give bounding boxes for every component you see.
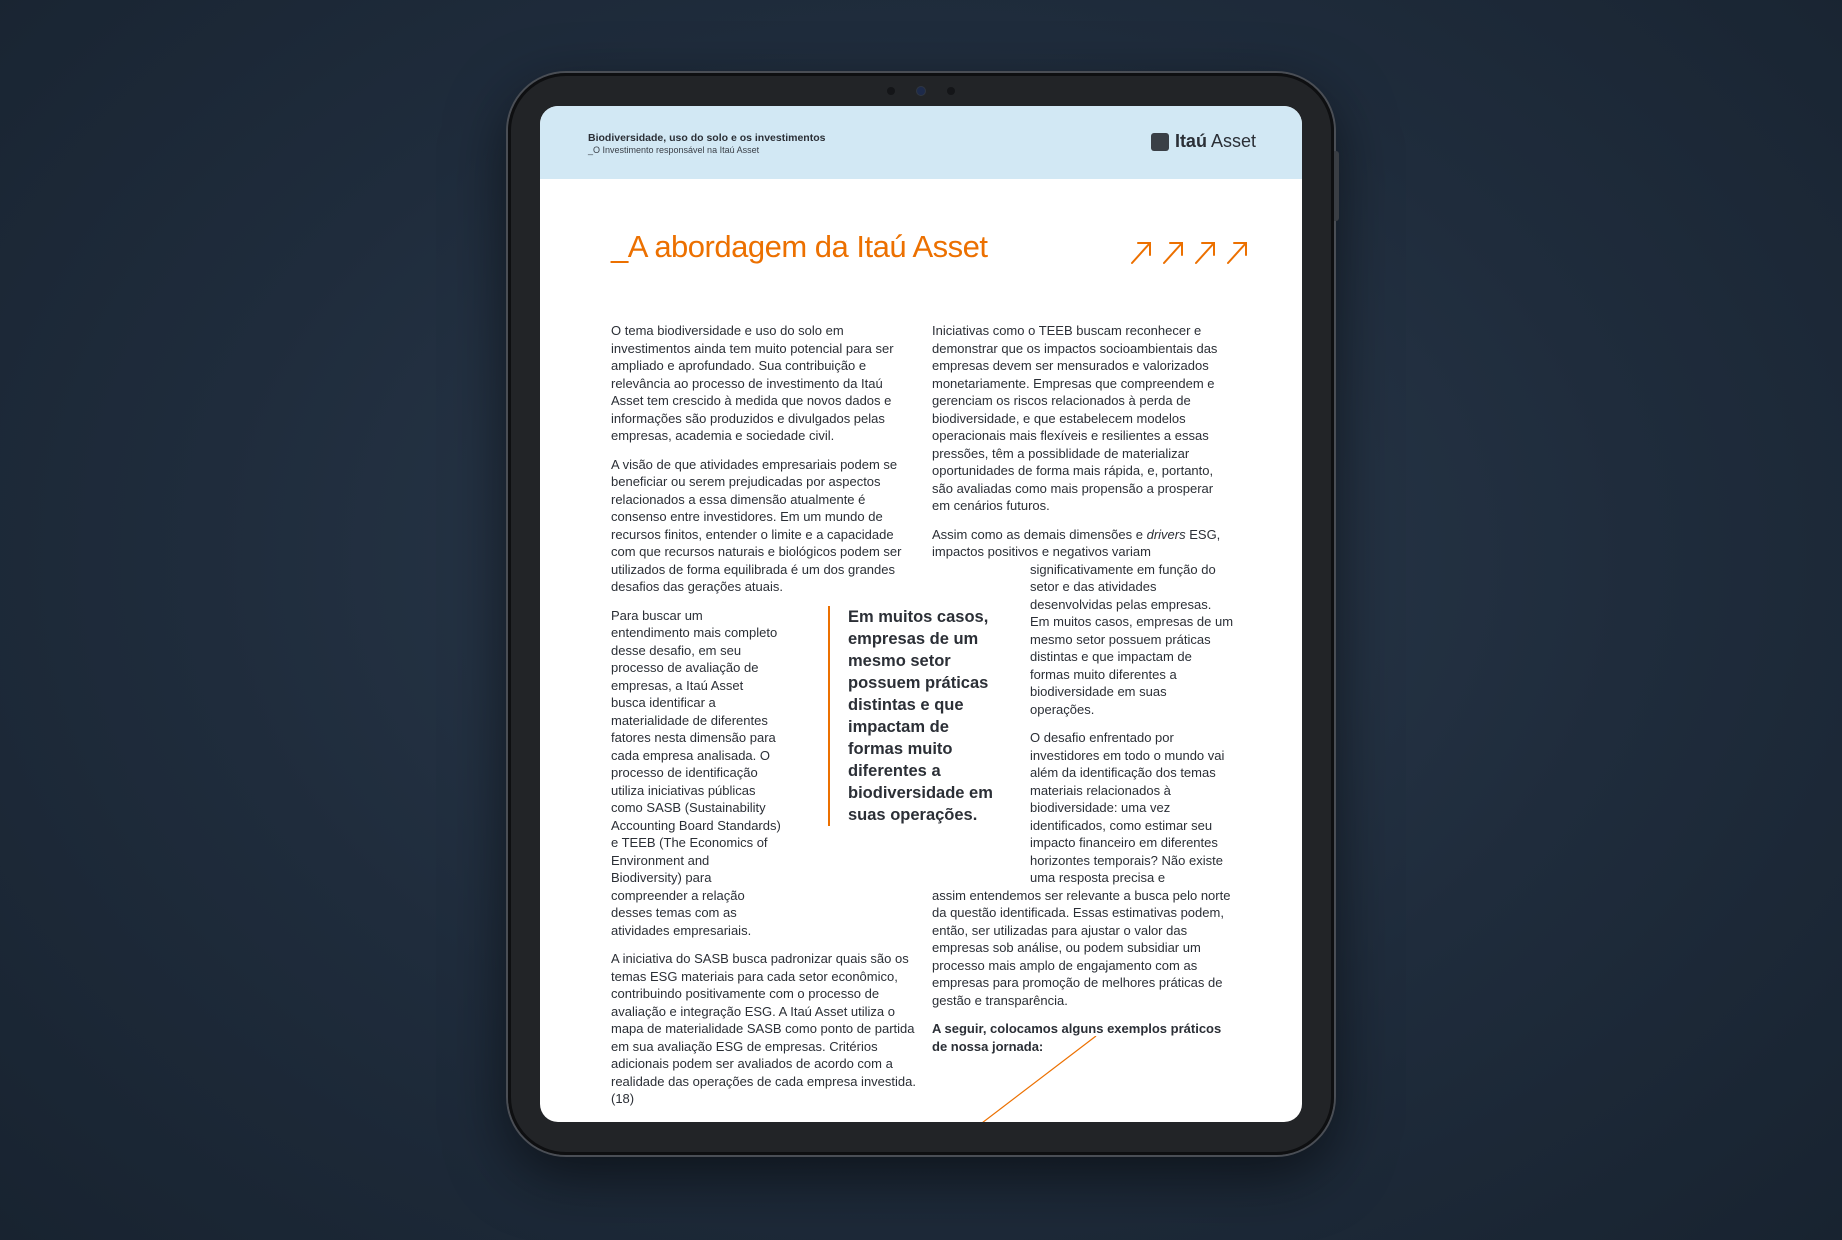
document-screen (540, 106, 1302, 1122)
header-title: Biodiversidade, uso do solo e os investimentos (588, 132, 826, 144)
paragraph-bold: A seguir, colocamos alguns exemplos práticos de nossa jornada: (932, 1021, 1222, 1054)
paragraph: Iniciativas como o TEEB buscam reconhecer e demonstrar que os impactos socioambientais das empresas devem ser mensurados e valorizados monetariamente. Empresas que compreendem e gerenciam os riscos relacionados à perda de biodiversidade, e que estabelecem modelos operacionais mais flexíveis e resilientes a essas pressões, têm a possiblidade de materializar oportunidades de forma mais rápida, e, portanto, são avaliadas como mais propensão a prosperar em cenários futuros. (932, 323, 1218, 513)
header-subtitle: _O Investimento responsável na Itaú Asset (588, 145, 760, 155)
itau-asset-logo (1151, 131, 1256, 152)
page-header (540, 106, 1302, 179)
logo-light: Asset (1210, 131, 1256, 151)
sensor-dot (947, 87, 955, 95)
pull-quote: Em muitos casos, empresas de um mesmo setor possuem práticas distintas e que impactam de formas muito diferentes a biodiversidade em suas operações. (828, 606, 1000, 826)
tablet-device (508, 73, 1334, 1155)
camera-lens (917, 87, 925, 95)
camera-bar (508, 85, 1334, 97)
paragraph: O tema biodiversidade e uso do solo em investimentos ainda tem muito potencial para ser ampliado e aprofundado. Sua contribuição e relevância ao processo de investimento da Itaú Asset tem crescido à medida que novos dados e informações são produzidos e divulgados pelas empresas, academia e sociedade civil. (611, 323, 894, 443)
page-title: _A abordagem da Itaú Asset (611, 229, 988, 264)
paragraph: Assim como as demais dimensões e drivers ESG, impactos positivos e negativos variam significativamente em função do setor e das atividades desenvolvidas pelas empresas. Em muitos casos, empresas de um mesmo setor possuem práticas distintas e que impactam de formas muito diferentes a biodiversidade em suas operações. (932, 526, 1234, 717)
paragraph: A iniciativa do SASB busca padronizar quais são os temas ESG materiais para cada setor econômico, contribuindo positivamente com o processo de avaliação e integração ESG. A Itaú Asset utiliza o mapa de materialidade SASB como ponto de partida em sua avaliação ESG de empresas. Critérios adicionais podem ser avaliados de acordo com a realidade das operações de cada empresa investida. (18) (611, 951, 916, 1106)
text-column-right (932, 322, 1234, 1066)
decorative-line (978, 1036, 1098, 1122)
side-button (1334, 151, 1339, 221)
logo-mark-icon (1151, 133, 1169, 151)
sensor-dot (887, 87, 895, 95)
logo-bold: Itaú (1174, 131, 1207, 151)
arrow-up-right-icon (1128, 237, 1258, 267)
paragraph: Para buscar um entendimento mais completo desse desafio, em seu processo de avaliação de empresas, a Itaú Asset busca identificar a materialidade de diferentes fatores nesta dimensão para cada empresa analisada. O processo de identificação utiliza iniciativas públicas como SASB (Sustainability Accounting Board Standards) e TEEB (The Economics of Environment and Biodiversity) para compreender a relação desses temas com as atividades empresariais. (611, 607, 781, 938)
paragraph: A visão de que atividades empresariais podem se beneficiar ou serem prejudicadas por aspectos relacionados a essa dimensão atualmente é consenso entre investidores. Em um mundo de recursos finitos, entender o limite e a capacidade com que recursos naturais e biológicos podem ser utilizados de forma equilibrada é um dos grandes desafios das gerações atuais. (611, 456, 902, 594)
paragraph: O desafio enfrentado por investidores em todo o mundo vai além da identificação dos temas materiais relacionados à biodiversidade: uma vez identificados, como estimar seu impacto financeiro em diferentes horizontes temporais? Não existe uma resposta precisa e assim entendemos ser relevante a busca pelo norte da questão identificada. Essas estimativas podem, então, ser utilizadas para ajustar o valor das empresas sob análise, ou podem subsidiar um processo mais amplo de engajamento com as empresas para promoção de melhores práticas de gestão e transparência. (932, 730, 1231, 1008)
